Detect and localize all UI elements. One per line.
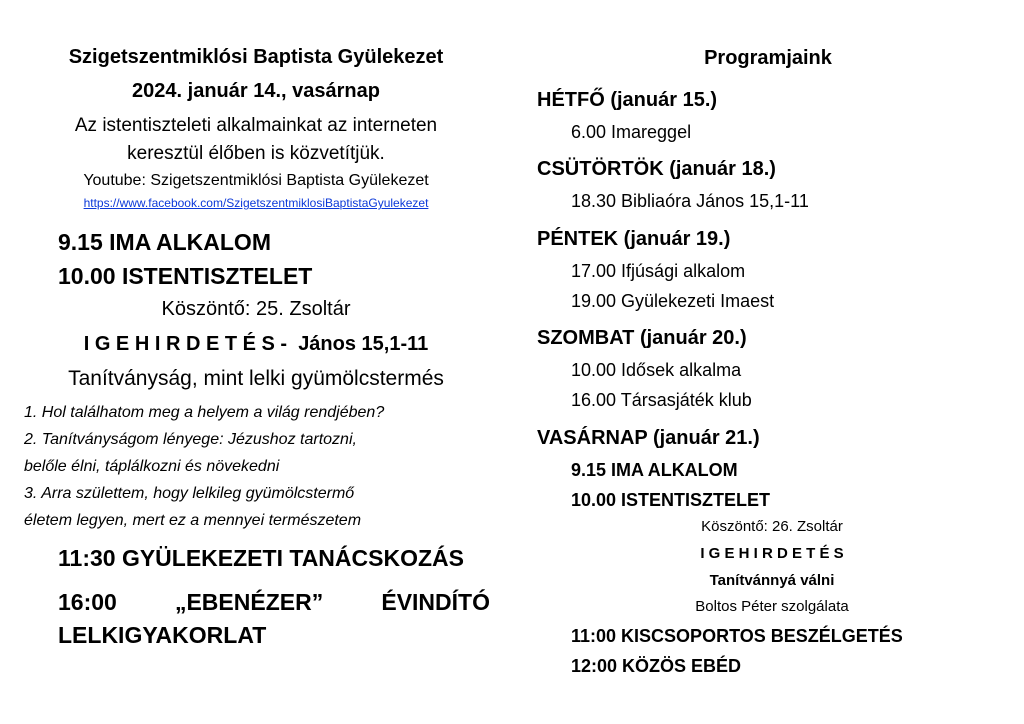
- sunday-prayer: 9.15 IMA ALKALOM: [571, 460, 738, 480]
- sermon-point: 1. Hol találhatom meg a helyem a világ rendjében?: [24, 404, 385, 421]
- program-item: 17.00 Ifjúsági alkalom: [571, 261, 746, 281]
- retreat-label: LELKIGYAKORLAT: [58, 622, 267, 648]
- facebook-link[interactable]: https://www.facebook.com/SzigetszentmiklosiBaptistaGyulekezet: [83, 196, 429, 210]
- day-heading-monday: HÉTFŐ (január 15.): [537, 89, 718, 111]
- council-meeting: 11:30 GYÜLEKEZETI TANÁCSKOZÁS: [58, 545, 464, 571]
- ebenezer-line: [58, 589, 490, 616]
- day-heading-thursday: CSÜTÖRTÖK (január 18.): [537, 158, 776, 180]
- program-item: 19.00 Gyülekezeti Imaest: [571, 291, 775, 311]
- program-item: 18.30 Bibliaóra János 15,1-11: [571, 191, 809, 211]
- small-group-talk: 11:00 KISCSOPORTOS BESZÉLGETÉS: [571, 626, 903, 646]
- sermon-theme: Tanítványság, mint lelki gyümölcstermés: [68, 367, 444, 390]
- sunday-service: 10.00 ISTENTISZTELET: [571, 490, 771, 510]
- sermon-passage: János 15,1-11: [298, 333, 429, 355]
- prayer-time: 9.15 IMA ALKALOM: [58, 229, 271, 255]
- service-date: 2024. január 14., vasárnap: [132, 80, 380, 102]
- day-heading-saturday: SZOMBAT (január 20.): [537, 327, 747, 349]
- ebenezer-name: „EBENÉZER”: [174, 589, 324, 615]
- sermon-point: 2. Tanítványságom lényege: Jézushoz tartozni,: [24, 431, 357, 448]
- day-heading-sunday: VASÁRNAP (január 21.): [537, 427, 760, 449]
- sunday-sermon-theme: Tanítvánnyá válni: [709, 572, 835, 589]
- sermon-point: belőle élni, táplálkozni és növekedni: [24, 458, 280, 475]
- program-item: 16.00 Társasjáték klub: [571, 390, 752, 410]
- broadcast-note-line2: keresztül élőben is közvetítjük.: [127, 143, 385, 164]
- sermon-heading: [0, 333, 512, 356]
- program-item: 10.00 Idősek alkalma: [571, 360, 742, 380]
- sermon-point: életem legyen, mert ez a mennyei természetem: [24, 512, 362, 529]
- sunday-sermon-label: I G E H I R D E T É S: [700, 545, 844, 562]
- ebenezer-opening: ÉVINDÍTÓ: [381, 589, 490, 615]
- greeting-psalm: Köszöntő: 25. Zsoltár: [161, 298, 351, 320]
- sermon-label: I G E H I R D E T É S -: [83, 333, 288, 355]
- shared-lunch: 12:00 KÖZÖS EBÉD: [571, 656, 742, 676]
- broadcast-note-line1: Az istentiszteleti alkalmainkat az interneten: [74, 115, 438, 136]
- sunday-preacher: Boltos Péter szolgálata: [695, 598, 849, 615]
- youtube-info: Youtube: Szigetszentmiklósi Baptista Gyülekezet: [83, 172, 429, 189]
- church-title: Szigetszentmiklósi Baptista Gyülekezet: [68, 46, 444, 68]
- day-heading-friday: PÉNTEK (január 19.): [537, 228, 731, 250]
- sunday-greeting: Köszöntő: 26. Zsoltár: [701, 518, 843, 535]
- right-column: [512, 0, 1024, 724]
- service-time: 10.00 ISTENTISZTELET: [58, 263, 313, 289]
- sermon-point: 3. Arra születtem, hogy lelkileg gyümölcstermő: [24, 485, 355, 502]
- ebenezer-time: 16:00: [58, 589, 117, 615]
- programs-title: Programjaink: [704, 47, 832, 69]
- program-item: 6.00 Imareggel: [571, 122, 692, 142]
